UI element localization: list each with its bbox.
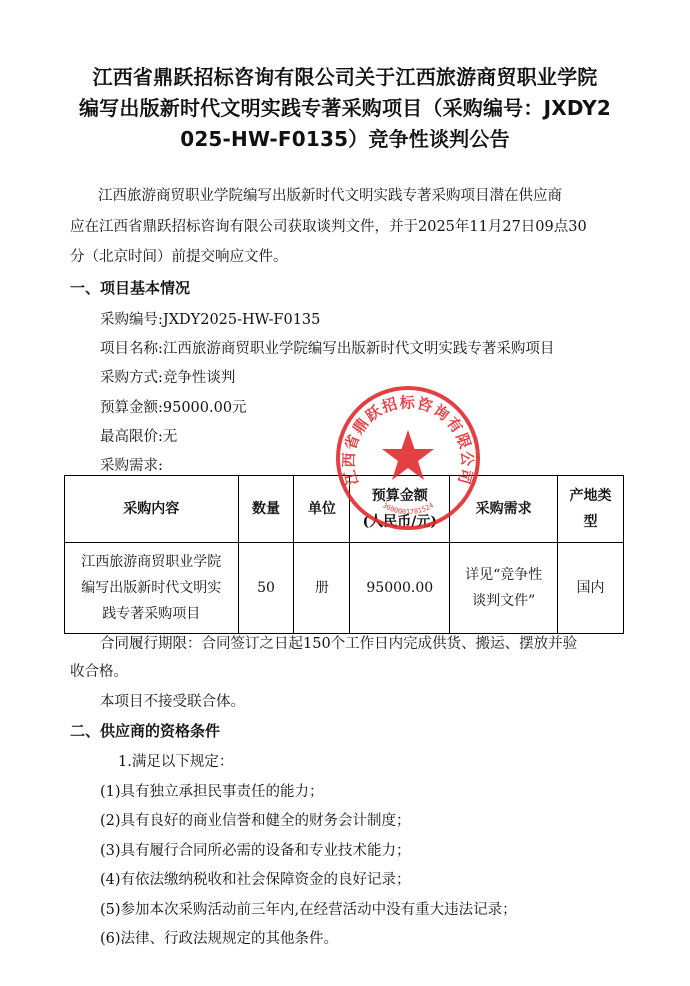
- title-line-1: 江西省鼎跃招标咨询有限公司关于江西旅游商贸职业学院: [92, 65, 598, 89]
- header-requirement: 采购需求: [450, 476, 558, 543]
- intro-line-3: 分（北京时间）前提交响应文件。: [70, 249, 288, 265]
- document-title: [60, 62, 630, 155]
- cell-content-line-2: 编写出版新时代文明实: [81, 580, 222, 596]
- table-header-row: [65, 476, 624, 543]
- cell-requirement-line-2: 谈判文件”: [472, 593, 536, 609]
- cell-budget: 95000.00: [350, 543, 450, 634]
- header-origin: [558, 476, 624, 543]
- header-budget-line-2: (人民币/元): [362, 514, 437, 530]
- cell-origin: 国内: [558, 543, 624, 634]
- qualification-item: (6)法律、行政法规规定的其他条件。: [100, 931, 339, 947]
- header-quantity: 数量: [238, 476, 294, 543]
- qualification-item: (5)参加本次采购活动前三年内,在经营活动中没有重大违法记录；: [100, 902, 517, 918]
- cell-requirement: [450, 543, 558, 634]
- cell-content: [65, 543, 239, 634]
- intro-line-1: 江西旅游商贸职业学院编写出版新时代文明实践专著采购项目潜在供应商: [98, 188, 562, 204]
- max-price: 最高限价:无: [100, 429, 178, 445]
- header-origin-line-2: 型: [583, 514, 598, 530]
- table-row: [65, 543, 624, 634]
- qualification-item: (1)具有独立承担民事责任的能力；: [100, 784, 324, 800]
- seal-star-icon: [382, 430, 434, 480]
- cell-content-line-3: 践专著采购项目: [102, 606, 201, 622]
- qualification-item: (2)具有良好的商业信誉和健全的财务会计制度；: [100, 813, 411, 829]
- contract-line-1: 合同履行期限：合同签订之日起150个工作日内完成供货、搬运、摆放并验: [100, 636, 578, 652]
- procurement-method: 采购方式:竞争性谈判: [100, 370, 236, 386]
- procurement-table: [64, 475, 624, 634]
- cell-content-line-1: 江西旅游商贸职业学院: [81, 554, 222, 570]
- no-consortium: 本项目不接受联合体。: [100, 694, 245, 710]
- seal-text: 江西省鼎跃招标咨询有限公司: [339, 393, 477, 488]
- header-budget-line-1: 预算金额: [371, 488, 428, 504]
- cell-requirement-line-1: 详见“竞争性: [465, 567, 543, 583]
- section1-heading: 一、项目基本情况: [70, 279, 191, 297]
- header-content: 采购内容: [65, 476, 239, 543]
- section2-heading: 二、供应商的资格条件: [70, 722, 221, 740]
- contract-line-2: 收合格。: [70, 664, 128, 680]
- header-budget: [350, 476, 450, 543]
- qualification-item: (3)具有履行合同所必需的设备和专业技术能力；: [100, 843, 411, 859]
- procurement-number: 采购编号:JXDY2025-HW-F0135: [100, 312, 321, 328]
- project-name: 项目名称:江西旅游商贸职业学院编写出版新时代文明实践专著采购项目: [100, 341, 555, 357]
- budget-amount: 预算金额:95000.00元: [100, 400, 247, 416]
- procurement-needs-label: 采购需求:: [100, 458, 163, 474]
- title-line-3: 025-HW-F0135）竞争性谈判公告: [180, 127, 510, 151]
- cell-unit: 册: [294, 543, 350, 634]
- qualification-item: (4)有依法缴纳税收和社会保障资金的良好记录；: [100, 872, 411, 888]
- title-line-2: 编写出版新时代文明实践专著采购项目（采购编号：JXDY2: [78, 96, 611, 120]
- header-origin-line-1: 产地类: [569, 488, 612, 504]
- cell-quantity: 50: [238, 543, 294, 634]
- seal-number: 3600001781524: [380, 501, 436, 517]
- qualification-item: 1.满足以下规定：: [118, 754, 234, 770]
- header-unit: 单位: [294, 476, 350, 543]
- intro-line-2: 应在江西省鼎跃招标咨询有限公司获取谈判文件，并于2025年11月27日09点30: [70, 219, 587, 235]
